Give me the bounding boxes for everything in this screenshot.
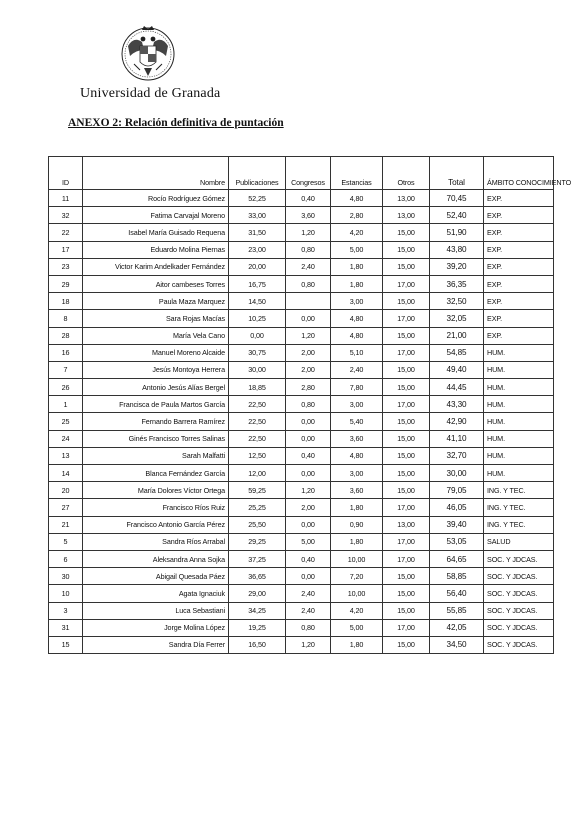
table-row <box>49 619 554 636</box>
cell-publicaciones: 20,00 <box>229 258 286 275</box>
cell-otros: 15,00 <box>383 568 430 585</box>
cell-otros: 17,00 <box>383 310 430 327</box>
cell-id: 6 <box>49 550 83 567</box>
table-row <box>49 499 554 516</box>
table-row <box>49 533 554 550</box>
cell-congresos: 0,00 <box>286 310 331 327</box>
cell-congresos: 1,20 <box>286 482 331 499</box>
table-row <box>49 207 554 224</box>
cell-otros: 17,00 <box>383 275 430 292</box>
cell-publicaciones: 22,50 <box>229 396 286 413</box>
cell-congresos: 1,20 <box>286 327 331 344</box>
cell-total: 42,05 <box>430 619 484 636</box>
cell-congresos <box>286 293 331 310</box>
cell-estancias: 3,00 <box>331 293 383 310</box>
university-crest-logo <box>120 24 176 82</box>
cell-total: 43,30 <box>430 396 484 413</box>
scores-table <box>48 156 572 654</box>
cell-publicaciones: 12,00 <box>229 465 286 482</box>
cell-otros: 15,00 <box>383 413 430 430</box>
cell-estancias: 10,00 <box>331 585 383 602</box>
cell-nombre: Abigail Quesada Páez <box>83 568 229 585</box>
cell-id: 21 <box>49 516 83 533</box>
cell-estancias: 4,80 <box>331 327 383 344</box>
cell-publicaciones: 36,65 <box>229 568 286 585</box>
cell-nombre: Paula Maza Marquez <box>83 293 229 310</box>
column-header-otros: Otros <box>383 157 430 190</box>
cell-congresos: 2,40 <box>286 585 331 602</box>
cell-nombre: Francisca de Paula Martos García <box>83 396 229 413</box>
table-row <box>49 241 554 258</box>
table-row <box>49 379 554 396</box>
table-row <box>49 293 554 310</box>
cell-estancias: 1,80 <box>331 533 383 550</box>
cell-id: 11 <box>49 190 83 207</box>
cell-publicaciones: 0,00 <box>229 327 286 344</box>
cell-congresos: 1,20 <box>286 636 331 653</box>
cell-estancias: 4,80 <box>331 447 383 464</box>
column-header-id: ID <box>49 157 83 190</box>
column-header-estancias: Estancias <box>331 157 383 190</box>
cell-nombre: Sandra Ríos Arrabal <box>83 533 229 550</box>
cell-publicaciones: 31,50 <box>229 224 286 241</box>
cell-total: 52,40 <box>430 207 484 224</box>
cell-total: 46,05 <box>430 499 484 516</box>
table-row <box>49 190 554 207</box>
cell-ambito: SOC. Y JDCAS. <box>484 602 554 619</box>
cell-congresos: 0,80 <box>286 396 331 413</box>
cell-congresos: 2,40 <box>286 602 331 619</box>
cell-total: 32,05 <box>430 310 484 327</box>
cell-otros: 15,00 <box>383 465 430 482</box>
cell-nombre: Eduardo Molina Piernas <box>83 241 229 258</box>
cell-congresos: 0,80 <box>286 275 331 292</box>
cell-ambito: HUM. <box>484 413 554 430</box>
cell-estancias: 4,80 <box>331 190 383 207</box>
cell-estancias: 4,20 <box>331 602 383 619</box>
cell-total: 32,50 <box>430 293 484 310</box>
cell-nombre: María Vela Cano <box>83 327 229 344</box>
cell-publicaciones: 33,00 <box>229 207 286 224</box>
cell-publicaciones: 29,25 <box>229 533 286 550</box>
cell-total: 42,90 <box>430 413 484 430</box>
cell-ambito: SOC. Y JDCAS. <box>484 550 554 567</box>
cell-congresos: 0,40 <box>286 550 331 567</box>
cell-publicaciones: 16,75 <box>229 275 286 292</box>
cell-id: 8 <box>49 310 83 327</box>
cell-publicaciones: 18,85 <box>229 379 286 396</box>
cell-publicaciones: 29,00 <box>229 585 286 602</box>
cell-nombre: Agata Ignaciuk <box>83 585 229 602</box>
cell-nombre: Aleksandra Anna Sojka <box>83 550 229 567</box>
cell-nombre: Sara Rojas Macías <box>83 310 229 327</box>
cell-nombre: Francisco Ríos Ruiz <box>83 499 229 516</box>
table-row <box>49 430 554 447</box>
cell-nombre: María Dolores Víctor Ortega <box>83 482 229 499</box>
cell-id: 26 <box>49 379 83 396</box>
cell-congresos: 2,00 <box>286 361 331 378</box>
cell-estancias: 4,20 <box>331 224 383 241</box>
table-row <box>49 310 554 327</box>
cell-estancias: 10,00 <box>331 550 383 567</box>
cell-nombre: Fatima Carvajal Moreno <box>83 207 229 224</box>
cell-total: 55,85 <box>430 602 484 619</box>
cell-id: 20 <box>49 482 83 499</box>
cell-nombre: Fernando Barrera Ramírez <box>83 413 229 430</box>
cell-nombre: Victor Karim Andelkader Fernández <box>83 258 229 275</box>
cell-estancias: 2,40 <box>331 361 383 378</box>
cell-id: 15 <box>49 636 83 653</box>
cell-estancias: 7,20 <box>331 568 383 585</box>
cell-congresos: 3,60 <box>286 207 331 224</box>
cell-ambito: EXP. <box>484 190 554 207</box>
cell-nombre: Isabel María Guisado Requena <box>83 224 229 241</box>
cell-ambito: EXP. <box>484 310 554 327</box>
cell-total: 39,20 <box>430 258 484 275</box>
cell-otros: 17,00 <box>383 499 430 516</box>
cell-congresos: 0,00 <box>286 568 331 585</box>
cell-publicaciones: 52,25 <box>229 190 286 207</box>
cell-publicaciones: 25,50 <box>229 516 286 533</box>
table-row <box>49 602 554 619</box>
cell-total: 58,85 <box>430 568 484 585</box>
cell-otros: 15,00 <box>383 585 430 602</box>
cell-publicaciones: 16,50 <box>229 636 286 653</box>
cell-publicaciones: 22,50 <box>229 430 286 447</box>
cell-nombre: Jorge Molina López <box>83 619 229 636</box>
cell-id: 13 <box>49 447 83 464</box>
cell-ambito: HUM. <box>484 396 554 413</box>
cell-publicaciones: 30,00 <box>229 361 286 378</box>
table-row <box>49 482 554 499</box>
cell-nombre: Sarah Malfatti <box>83 447 229 464</box>
cell-ambito: SOC. Y JDCAS. <box>484 636 554 653</box>
cell-total: 41,10 <box>430 430 484 447</box>
cell-ambito: HUM. <box>484 447 554 464</box>
cell-estancias: 1,80 <box>331 499 383 516</box>
cell-ambito: EXP. <box>484 207 554 224</box>
cell-otros: 13,00 <box>383 207 430 224</box>
cell-ambito: HUM. <box>484 465 554 482</box>
cell-publicaciones: 12,50 <box>229 447 286 464</box>
cell-total: 36,35 <box>430 275 484 292</box>
cell-total: 34,50 <box>430 636 484 653</box>
cell-estancias: 7,80 <box>331 379 383 396</box>
cell-ambito: EXP. <box>484 241 554 258</box>
cell-otros: 17,00 <box>383 619 430 636</box>
cell-publicaciones: 23,00 <box>229 241 286 258</box>
cell-total: 43,80 <box>430 241 484 258</box>
cell-ambito: EXP. <box>484 275 554 292</box>
table-row <box>49 568 554 585</box>
column-header-congresos: Congresos <box>286 157 331 190</box>
cell-id: 30 <box>49 568 83 585</box>
cell-ambito: EXP. <box>484 327 554 344</box>
university-name: Universidad de Granada <box>80 86 221 101</box>
cell-nombre: Francisco Antonio García Pérez <box>83 516 229 533</box>
cell-nombre: Ginés Francisco Torres Salinas <box>83 430 229 447</box>
cell-ambito: HUM. <box>484 379 554 396</box>
cell-congresos: 1,20 <box>286 224 331 241</box>
cell-total: 79,05 <box>430 482 484 499</box>
cell-id: 22 <box>49 224 83 241</box>
cell-id: 32 <box>49 207 83 224</box>
cell-ambito: HUM. <box>484 361 554 378</box>
table-row <box>49 258 554 275</box>
table-row <box>49 585 554 602</box>
cell-otros: 17,00 <box>383 550 430 567</box>
cell-total: 56,40 <box>430 585 484 602</box>
cell-congresos: 2,40 <box>286 258 331 275</box>
cell-nombre: Manuel Moreno Alcaide <box>83 344 229 361</box>
cell-estancias: 5,40 <box>331 413 383 430</box>
cell-total: 32,70 <box>430 447 484 464</box>
cell-ambito: ING. Y TEC. <box>484 516 554 533</box>
cell-otros: 15,00 <box>383 258 430 275</box>
cell-otros: 15,00 <box>383 379 430 396</box>
cell-congresos: 0,40 <box>286 190 331 207</box>
cell-estancias: 4,80 <box>331 310 383 327</box>
table-row <box>49 396 554 413</box>
cell-total: 54,85 <box>430 344 484 361</box>
column-header-nombre: Nombre <box>83 157 229 190</box>
cell-estancias: 1,80 <box>331 275 383 292</box>
cell-id: 29 <box>49 275 83 292</box>
cell-total: 44,45 <box>430 379 484 396</box>
cell-congresos: 5,00 <box>286 533 331 550</box>
cell-nombre: Aitor cambeses Torres <box>83 275 229 292</box>
cell-id: 28 <box>49 327 83 344</box>
cell-estancias: 1,80 <box>331 258 383 275</box>
annex-title: ANEXO 2: Relación definitiva de puntación <box>68 117 284 129</box>
cell-otros: 15,00 <box>383 361 430 378</box>
cell-otros: 13,00 <box>383 190 430 207</box>
cell-estancias: 3,60 <box>331 430 383 447</box>
cell-otros: 17,00 <box>383 533 430 550</box>
cell-congresos: 0,00 <box>286 516 331 533</box>
table-row <box>49 516 554 533</box>
cell-ambito: HUM. <box>484 344 554 361</box>
cell-nombre: Luca Sebastiani <box>83 602 229 619</box>
cell-otros: 15,00 <box>383 482 430 499</box>
cell-estancias: 3,00 <box>331 465 383 482</box>
cell-id: 5 <box>49 533 83 550</box>
cell-id: 25 <box>49 413 83 430</box>
cell-publicaciones: 25,25 <box>229 499 286 516</box>
cell-id: 18 <box>49 293 83 310</box>
cell-publicaciones: 14,50 <box>229 293 286 310</box>
table-row <box>49 327 554 344</box>
cell-nombre: Rocío Rodríguez Gómez <box>83 190 229 207</box>
cell-estancias: 0,90 <box>331 516 383 533</box>
cell-id: 14 <box>49 465 83 482</box>
cell-congresos: 2,00 <box>286 499 331 516</box>
table-row <box>49 465 554 482</box>
cell-total: 21,00 <box>430 327 484 344</box>
cell-publicaciones: 30,75 <box>229 344 286 361</box>
cell-publicaciones: 10,25 <box>229 310 286 327</box>
cell-otros: 15,00 <box>383 430 430 447</box>
table-header-row <box>49 157 554 190</box>
table-row <box>49 361 554 378</box>
cell-id: 7 <box>49 361 83 378</box>
cell-otros: 15,00 <box>383 241 430 258</box>
column-header-publicaciones: Publicaciones <box>229 157 286 190</box>
cell-publicaciones: 59,25 <box>229 482 286 499</box>
table-row <box>49 447 554 464</box>
cell-congresos: 0,40 <box>286 447 331 464</box>
cell-estancias: 3,00 <box>331 396 383 413</box>
cell-id: 23 <box>49 258 83 275</box>
cell-nombre: Blanca Fernández García <box>83 465 229 482</box>
table-row <box>49 413 554 430</box>
cell-estancias: 5,00 <box>331 241 383 258</box>
cell-publicaciones: 37,25 <box>229 550 286 567</box>
cell-ambito: SOC. Y JDCAS. <box>484 585 554 602</box>
cell-ambito: SOC. Y JDCAS. <box>484 619 554 636</box>
cell-ambito: SALUD <box>484 533 554 550</box>
cell-ambito: SOC. Y JDCAS. <box>484 568 554 585</box>
cell-id: 3 <box>49 602 83 619</box>
cell-ambito: EXP. <box>484 224 554 241</box>
column-header-total: Total <box>430 157 484 190</box>
cell-id: 27 <box>49 499 83 516</box>
cell-total: 64,65 <box>430 550 484 567</box>
cell-congresos: 2,80 <box>286 379 331 396</box>
cell-congresos: 2,00 <box>286 344 331 361</box>
cell-publicaciones: 19,25 <box>229 619 286 636</box>
cell-estancias: 5,00 <box>331 619 383 636</box>
cell-congresos: 0,00 <box>286 465 331 482</box>
cell-estancias: 2,80 <box>331 207 383 224</box>
cell-ambito: EXP. <box>484 258 554 275</box>
cell-estancias: 3,60 <box>331 482 383 499</box>
table-row <box>49 636 554 653</box>
cell-nombre: Sandra Día Ferrer <box>83 636 229 653</box>
table-row <box>49 224 554 241</box>
cell-ambito: EXP. <box>484 293 554 310</box>
cell-total: 39,40 <box>430 516 484 533</box>
cell-otros: 15,00 <box>383 224 430 241</box>
cell-publicaciones: 34,25 <box>229 602 286 619</box>
cell-otros: 17,00 <box>383 344 430 361</box>
cell-id: 24 <box>49 430 83 447</box>
column-header-ambito: ÁMBITO CONOCIMIENTO <box>484 157 554 190</box>
cell-estancias: 1,80 <box>331 636 383 653</box>
table-row <box>49 275 554 292</box>
cell-otros: 15,00 <box>383 293 430 310</box>
cell-ambito: ING. Y TEC. <box>484 482 554 499</box>
cell-otros: 15,00 <box>383 327 430 344</box>
cell-publicaciones: 22,50 <box>229 413 286 430</box>
cell-id: 31 <box>49 619 83 636</box>
cell-ambito: HUM. <box>484 430 554 447</box>
cell-congresos: 0,80 <box>286 241 331 258</box>
table-row <box>49 344 554 361</box>
cell-total: 51,90 <box>430 224 484 241</box>
cell-id: 17 <box>49 241 83 258</box>
cell-total: 30,00 <box>430 465 484 482</box>
cell-otros: 13,00 <box>383 516 430 533</box>
cell-nombre: Jesús Montoya Herrera <box>83 361 229 378</box>
cell-total: 49,40 <box>430 361 484 378</box>
cell-ambito: ING. Y TEC. <box>484 499 554 516</box>
cell-congresos: 0,00 <box>286 430 331 447</box>
cell-total: 70,45 <box>430 190 484 207</box>
cell-id: 16 <box>49 344 83 361</box>
cell-total: 53,05 <box>430 533 484 550</box>
cell-otros: 15,00 <box>383 602 430 619</box>
cell-congresos: 0,80 <box>286 619 331 636</box>
cell-otros: 15,00 <box>383 447 430 464</box>
cell-id: 10 <box>49 585 83 602</box>
table-row <box>49 550 554 567</box>
cell-otros: 15,00 <box>383 636 430 653</box>
cell-nombre: Antonio Jesús Alías Bergel <box>83 379 229 396</box>
cell-otros: 17,00 <box>383 396 430 413</box>
cell-id: 1 <box>49 396 83 413</box>
cell-estancias: 5,10 <box>331 344 383 361</box>
cell-congresos: 0,00 <box>286 413 331 430</box>
